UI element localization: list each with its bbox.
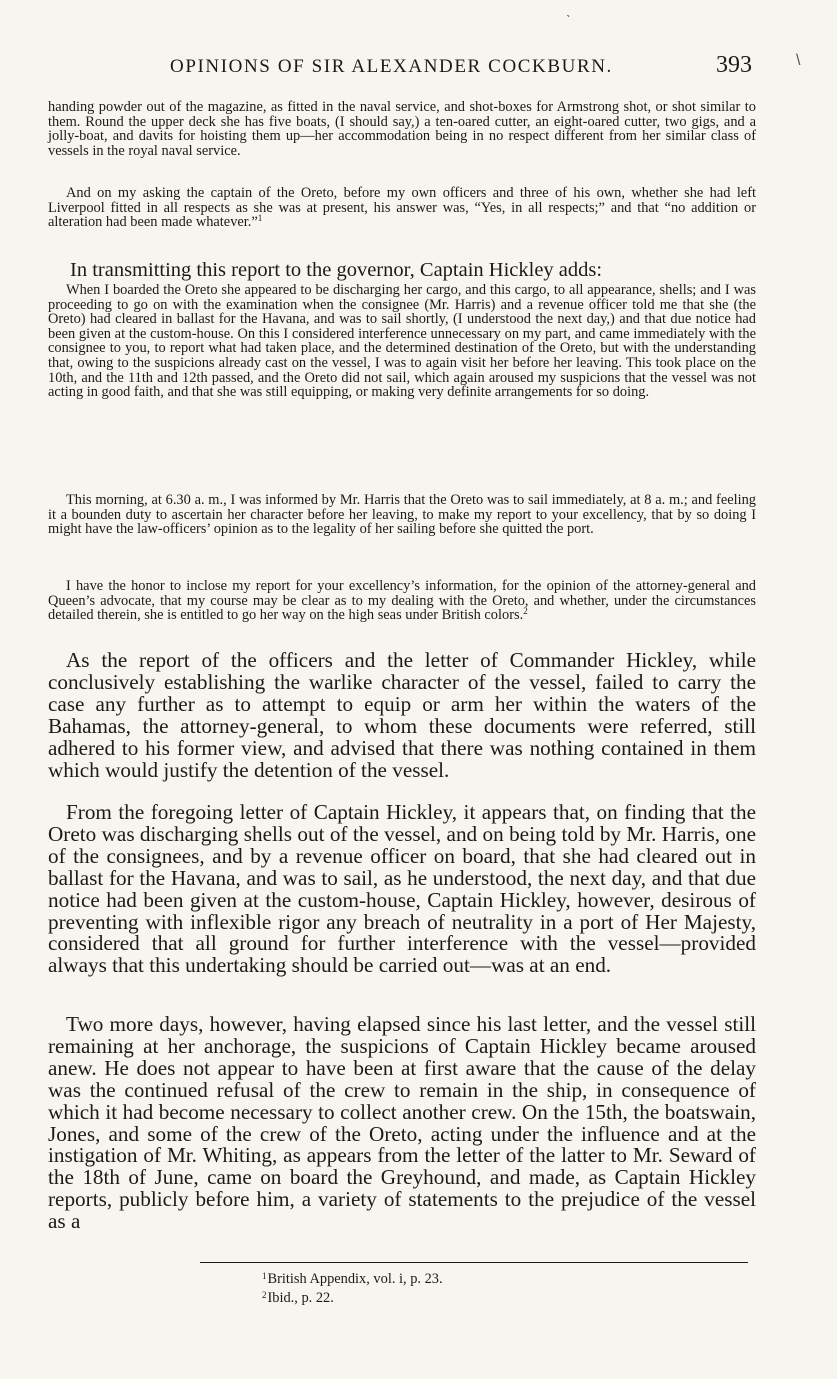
section-intro: In transmitting this report to the governor, Captain Hickley adds:: [70, 259, 603, 281]
paragraph: Two more days, however, having elapsed since his last letter, and the vessel still remaining at her anchorage, the suspicions of Captain Hickley became aroused anew. He does not appear to have been at first aware that the cause of the delay was the continued refusal of the crew to remain in the ship, in consequence of which it had become necessary to collect another crew. On the 15th, the boatswain, Jones, and some of the crew of the Oreto, acting under the influence and at the instigation of Mr. Whiting, as appears from the letter of the latter to Mr. Seward of the 18th of June, came on board the Greyhound, and made, as Captain Hickley reports, publicly before him, a variety of statements to the prejudice of the vessel as a: [48, 1012, 756, 1234]
margin-scan-mark: \: [796, 52, 801, 69]
footnote-2: [262, 1287, 443, 1306]
running-title: OPINIONS OF SIR ALEXANDER COCKBURN.: [170, 56, 613, 77]
page-header: [0, 52, 837, 84]
quoted-report-continuation: [48, 100, 756, 158]
hickley-letter-paragraph-2: [48, 493, 756, 537]
footnotes: [262, 1268, 443, 1306]
paragraph: From the foregoing letter of Captain Hickley, it appears that, on finding that the Oreto was discharging shells out of the vessel, and on being told by Mr. Harris, one of the consignees, and by a revenue officer on board, that she had cleared out in ballast for the Havana, and was to sail, as he understood, the next day, and that due notice had been given at the custom-house, Captain Hickley, however, desirous of preventing with inflexible rigor any breach of neutrality in a port of Her Majesty, considered that all ground for further interference with the vessel—provided always that this undertaking should be carried out—was at an end.: [48, 800, 756, 978]
paragraph: And on my asking the captain of the Oreto, before my own officers and three of his own, whether she had left Liverpool fitted in all respects as she was at present, his answer was, “Yes, in all respects;” and that “no addition or alteration had been made whatever.”: [48, 185, 756, 231]
paragraph: handing powder out of the magazine, as fitted in the naval service, and shot-boxes for Armstrong shot, or shot similar to them. Round the upper deck she has five boats, (I should say,) a ten-oared cutter, an eight-oared cutter, two gigs, and a jolly-boat, and davits for hoisting them up—her accommodation being in no respect different from her similar class of vessels in the royal naval service.: [48, 99, 756, 159]
footnote-mark: 2: [262, 1290, 267, 1300]
page-number: 393: [716, 52, 752, 78]
paragraph: I have the honor to inclose my report for your excellency’s information, for the opinion of the attorney-general and Queen’s advocate, that my course may be clear as to my dealing with the Oreto, and whether, under the circumstances detailed therein, she is entitled to go her way on the high seas under British colors.: [48, 578, 756, 624]
top-scan-mark: ˋ: [566, 12, 571, 28]
footnote-text: Ibid., p. 22.: [267, 1290, 334, 1306]
quoted-report-answer: [48, 186, 756, 230]
hickley-letter-paragraph-3: [48, 579, 756, 623]
hickley-letter-paragraph-1: [48, 283, 756, 400]
body-paragraph-1: [48, 650, 756, 781]
footnote-text: British Appendix, vol. i, p. 23.: [267, 1271, 443, 1287]
footnote-ref-2: 2: [523, 606, 528, 617]
footnote-1: [262, 1268, 443, 1287]
paragraph: As the report of the officers and the letter of Commander Hickley, while conclusively establishing the warlike character of the vessel, failed to carry the case any further as to attempt to equip or arm her within the waters of the Bahamas, the attorney-general, to whom these documents were referred, still adhered to his former view, and advised that there was nothing contained in them which would justify the detention of the vessel.: [48, 648, 756, 782]
paragraph: When I boarded the Oreto she appeared to be discharging her cargo, and this cargo, to all appearance, shells; and I was proceeding to go on with the examination when the consignee (Mr. Harris) and a revenue officer told me that she (the Oreto) had cleared in ballast for the Havana, and was to sail shortly, (I understood the next day,) and that due notice had been given at the custom-house. On this I considered interference unnecessary on my part, and came immediately with the consignee to you, to report what had taken place, and the determined destination of the Oreto, but with the understanding that, owing to the suspicions already cast on the vessel, I was to again visit her before her leaving. This took place on the 10th, and the 11th and 12th passed, and the Oreto did not sail, which again aroused my suspicions that the vessel was not acting in good faith, and that she was still equipping, or making very definite arrangements for so doing.: [48, 282, 756, 401]
body-paragraph-2: [48, 802, 756, 977]
footnote-ref-1: 1: [257, 213, 263, 224]
paragraph: This morning, at 6.30 a. m., I was informed by Mr. Harris that the Oreto was to sail immediately, at 8 a. m.; and feeling it a bounden duty to ascertain her character before her leaving, to make my report to your excellency, that by so doing I might have the law-officers’ opinion as to the legality of her sailing before she quitted the port.: [48, 492, 756, 538]
body-paragraph-3: [48, 1014, 756, 1233]
footnote-divider: [200, 1262, 748, 1263]
footnote-mark: 1: [262, 1271, 267, 1281]
